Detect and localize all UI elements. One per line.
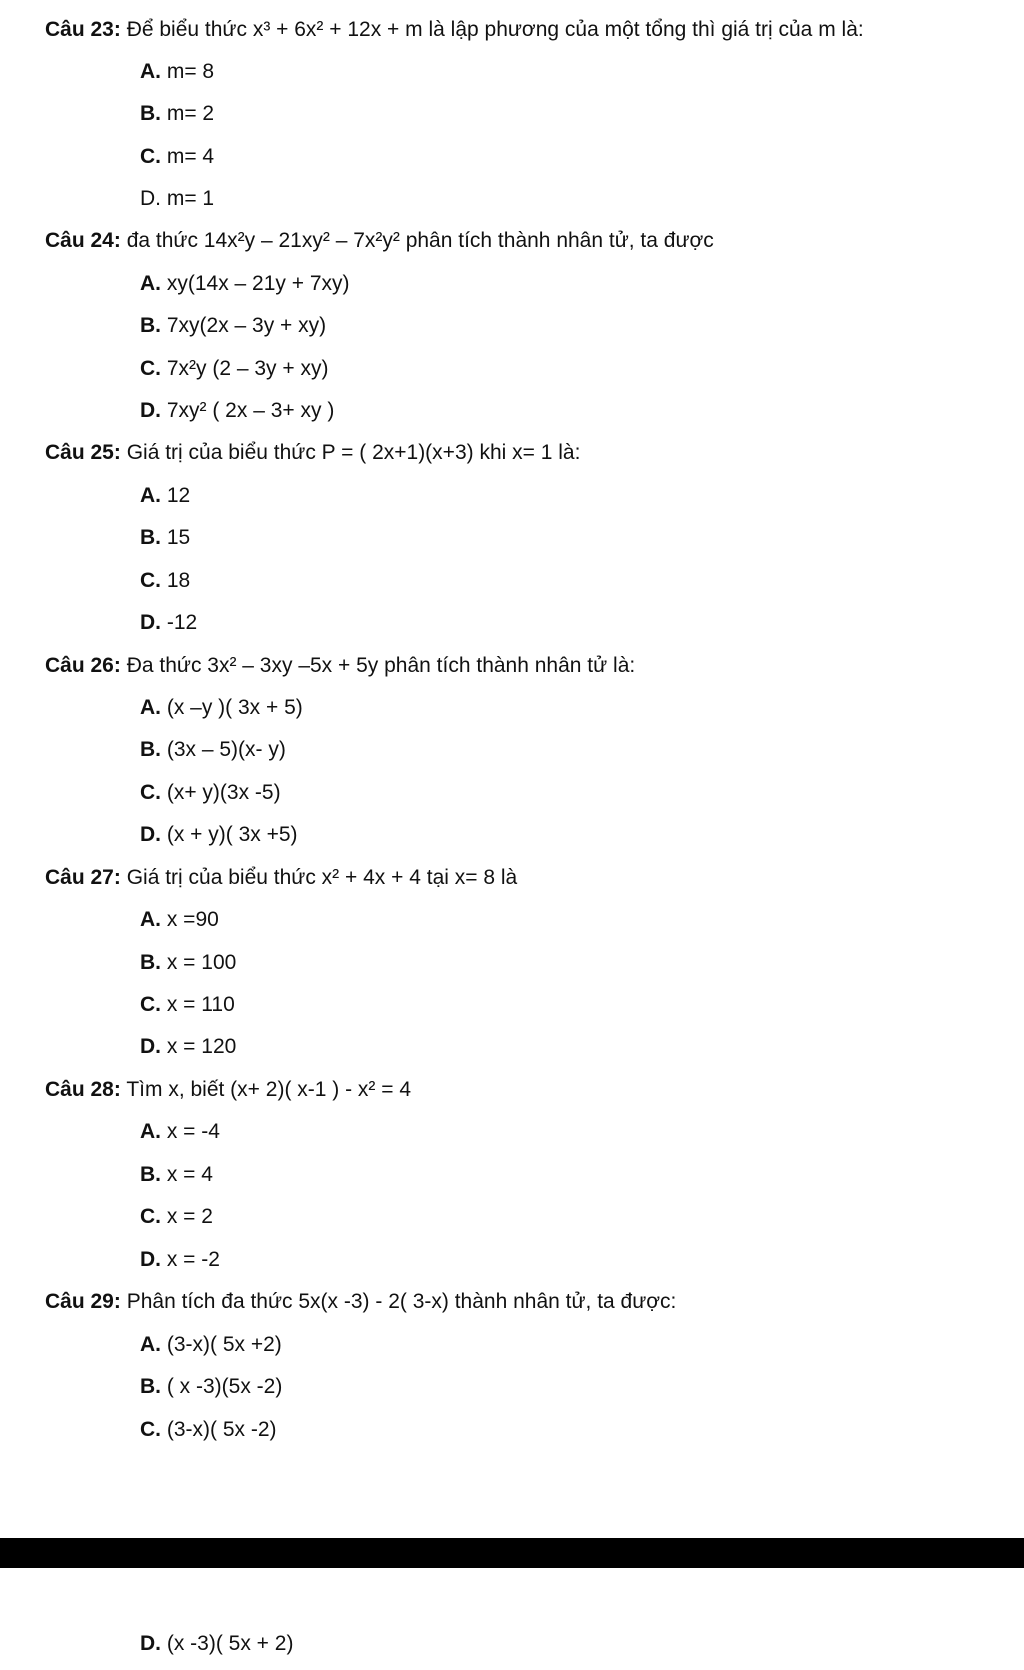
- option-text: ( x -3)(5x -2): [166, 1375, 283, 1398]
- option-letter: D.: [140, 1248, 161, 1271]
- option-text: 18: [166, 569, 191, 592]
- question-text: Giá trị của biểu thức x² + 4x + 4 tại x= 8 là: [126, 866, 518, 889]
- option-d[interactable]: [140, 1630, 293, 1658]
- option-text: m= 4: [166, 145, 215, 168]
- question-text: Để biểu thức x³ + 6x² + 12x + m là lập phương của một tổng thì giá trị của m là:: [126, 18, 864, 41]
- question-label: Câu 23:: [45, 18, 121, 41]
- option-b[interactable]: [140, 1373, 282, 1401]
- option-letter: A.: [140, 1120, 161, 1143]
- option-d[interactable]: [140, 1033, 236, 1061]
- option-letter: C.: [140, 1418, 161, 1441]
- question-text: Đa thức 3x² – 3xy –5x + 5y phân tích thành nhân tử là:: [126, 654, 636, 677]
- option-letter: B.: [140, 526, 161, 549]
- option-b[interactable]: [140, 1161, 213, 1189]
- option-letter: B.: [140, 1163, 161, 1186]
- option-letter: A.: [140, 1333, 161, 1356]
- option-d[interactable]: [140, 1246, 220, 1274]
- option-text: 7x²y (2 – 3y + xy): [166, 357, 329, 380]
- option-text: m= 2: [166, 102, 215, 125]
- option-text: x = -2: [166, 1248, 220, 1271]
- option-b[interactable]: [140, 736, 286, 764]
- option-d[interactable]: [140, 821, 298, 849]
- option-text: xy(14x – 21y + 7xy): [166, 272, 350, 295]
- option-text: (x -3)( 5x + 2): [166, 1632, 294, 1655]
- option-d[interactable]: [140, 609, 197, 637]
- option-a[interactable]: [140, 482, 190, 510]
- option-text: x = 120: [166, 1035, 237, 1058]
- option-text: x =90: [166, 908, 219, 931]
- option-text: (x+ y)(3x -5): [166, 781, 281, 804]
- option-letter: A.: [140, 484, 161, 507]
- option-text: m= 1: [166, 187, 215, 210]
- option-letter: C.: [140, 1205, 161, 1228]
- option-letter: C.: [140, 357, 161, 380]
- question-label: Câu 25:: [45, 441, 121, 464]
- option-d[interactable]: [140, 185, 214, 213]
- option-text: x = -4: [166, 1120, 220, 1143]
- option-letter: A.: [140, 60, 161, 83]
- option-a[interactable]: [140, 58, 214, 86]
- option-letter: C.: [140, 993, 161, 1016]
- option-letter: A.: [140, 908, 161, 931]
- option-letter: C.: [140, 781, 161, 804]
- option-text: (3-x)( 5x +2): [166, 1333, 282, 1356]
- option-letter: D.: [140, 1632, 161, 1655]
- option-c[interactable]: [140, 779, 281, 807]
- option-letter: B.: [140, 951, 161, 974]
- option-text: (3-x)( 5x -2): [166, 1418, 277, 1441]
- option-a[interactable]: [140, 694, 303, 722]
- option-a[interactable]: [140, 1118, 220, 1146]
- option-c[interactable]: [140, 143, 214, 171]
- option-text: (3x – 5)(x- y): [166, 738, 286, 761]
- question-27: [45, 864, 517, 892]
- option-b[interactable]: [140, 949, 236, 977]
- option-letter: B.: [140, 1375, 161, 1398]
- option-text: m= 8: [166, 60, 215, 83]
- option-c[interactable]: [140, 991, 235, 1019]
- question-label: Câu 28:: [45, 1078, 121, 1101]
- question-24: [45, 227, 714, 255]
- option-text: x = 2: [166, 1205, 213, 1228]
- option-text: x = 4: [166, 1163, 213, 1186]
- question-label: Câu 26:: [45, 654, 121, 677]
- question-label: Câu 29:: [45, 1290, 121, 1313]
- option-text: 12: [166, 484, 191, 507]
- option-letter: D.: [140, 823, 161, 846]
- question-text: Tìm x, biết (x+ 2)( x-1 ) - x² = 4: [126, 1078, 412, 1101]
- option-letter: D.: [140, 399, 161, 422]
- question-label: Câu 24:: [45, 229, 121, 252]
- option-text: 7xy(2x – 3y + xy): [166, 314, 327, 337]
- option-letter: B.: [140, 314, 161, 337]
- option-text: 15: [166, 526, 191, 549]
- option-b[interactable]: [140, 524, 190, 552]
- question-29: [45, 1288, 676, 1316]
- option-letter: C.: [140, 145, 161, 168]
- question-25: [45, 439, 580, 467]
- option-letter: D.: [140, 187, 161, 210]
- option-text: (x –y )( 3x + 5): [166, 696, 303, 719]
- option-b[interactable]: [140, 100, 214, 128]
- option-text: x = 100: [166, 951, 237, 974]
- black-divider-bar: [0, 1538, 1024, 1568]
- option-letter: C.: [140, 569, 161, 592]
- option-b[interactable]: [140, 312, 326, 340]
- question-text: đa thức 14x²y – 21xy² – 7x²y² phân tích thành nhân tử, ta được: [126, 229, 714, 252]
- question-text: Phân tích đa thức 5x(x -3) - 2( 3-x) thành nhân tử, ta được:: [126, 1290, 677, 1313]
- option-c[interactable]: [140, 1416, 277, 1444]
- option-c[interactable]: [140, 1203, 213, 1231]
- option-letter: A.: [140, 272, 161, 295]
- option-c[interactable]: [140, 355, 328, 383]
- question-23: [45, 16, 864, 44]
- option-a[interactable]: [140, 270, 350, 298]
- option-c[interactable]: [140, 567, 190, 595]
- option-text: -12: [166, 611, 198, 634]
- question-26: [45, 652, 635, 680]
- question-28: [45, 1076, 411, 1104]
- question-label: Câu 27:: [45, 866, 121, 889]
- option-d[interactable]: [140, 397, 334, 425]
- option-letter: B.: [140, 102, 161, 125]
- question-text: Giá trị của biểu thức P = ( 2x+1)(x+3) khi x= 1 là:: [126, 441, 581, 464]
- option-a[interactable]: [140, 906, 219, 934]
- option-text: 7xy² ( 2x – 3+ xy ): [166, 399, 335, 422]
- option-text: (x + y)( 3x +5): [166, 823, 298, 846]
- option-letter: B.: [140, 738, 161, 761]
- option-a[interactable]: [140, 1331, 282, 1359]
- option-letter: D.: [140, 1035, 161, 1058]
- option-letter: D.: [140, 611, 161, 634]
- option-letter: A.: [140, 696, 161, 719]
- option-text: x = 110: [166, 993, 235, 1016]
